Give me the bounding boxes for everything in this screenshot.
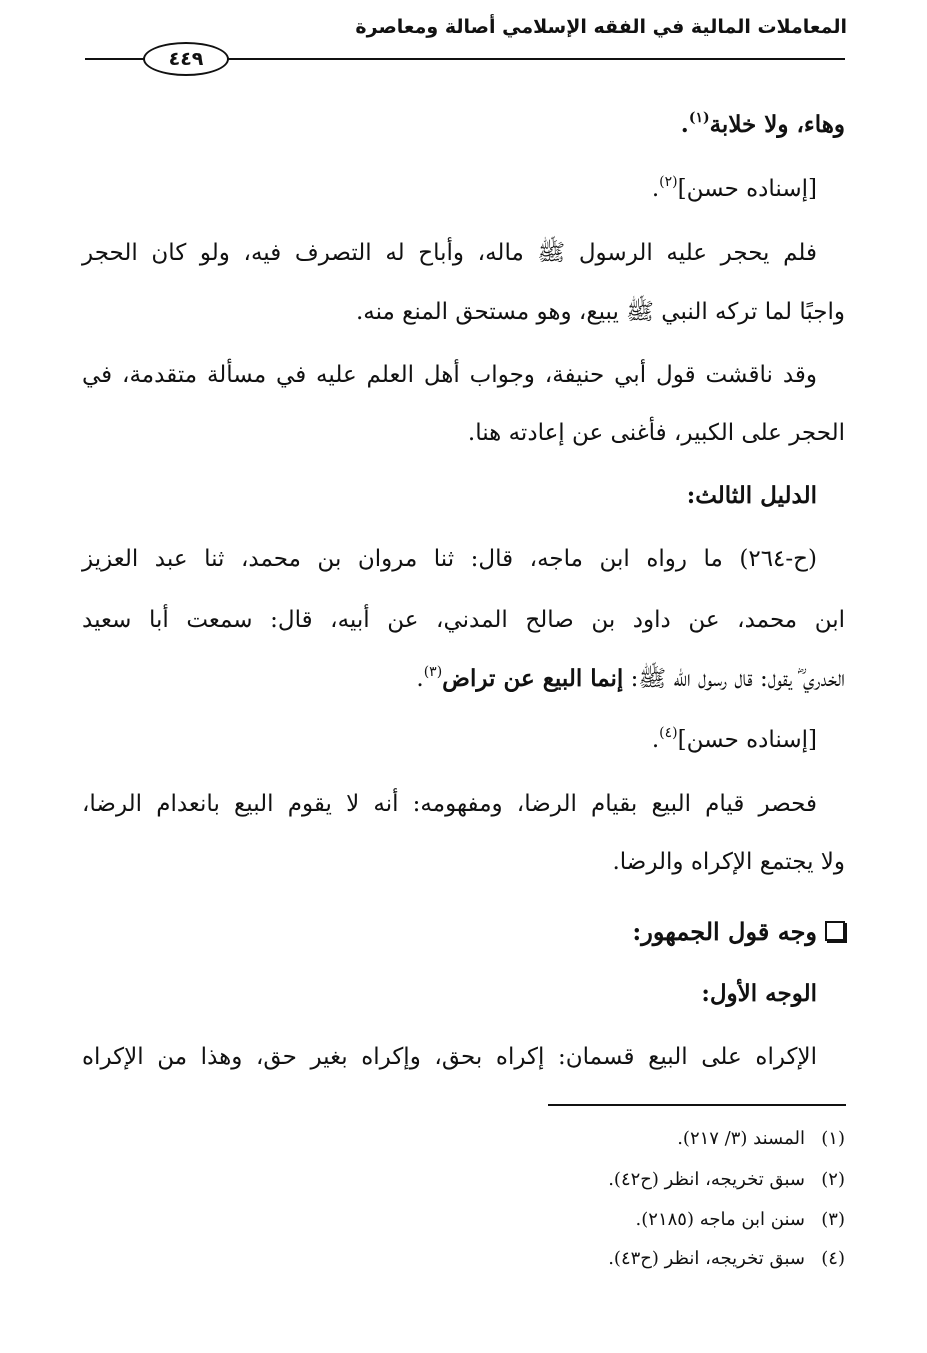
footnote-2 xyxy=(82,1167,845,1193)
page-number: ٤٤٩ xyxy=(143,42,229,76)
subheading-first-aspect: الوجه الأول: xyxy=(701,980,817,1007)
section-heading xyxy=(632,914,845,950)
footnote-ref-3[interactable]: (٣) xyxy=(423,664,443,680)
line-1-end: . xyxy=(680,111,689,138)
text-line-1 xyxy=(82,108,845,142)
footnote-1 xyxy=(82,1126,845,1152)
line-10-pre: الخدري ؓ يقول: قال رسول الله ﷺ: xyxy=(630,666,845,692)
line-2-end: . xyxy=(651,176,660,202)
text-line-3: فلم يحجر عليه الرسول ﷺ ماله، وأباح له التصرف فيه، ولو كان الحجر xyxy=(82,240,817,266)
section-heading-text: وجه قول الجمهور: xyxy=(632,917,817,946)
text-line-6: الحجر على الكبير، فأغنى عن إعادته هنا. xyxy=(467,420,845,446)
text-line-13: ولا يجتمع الإكراه والرضا. xyxy=(612,849,845,875)
footnote-3-number: (٣) xyxy=(821,1209,845,1230)
text-line-10 xyxy=(82,662,845,696)
text-line-8: (ح-٢٦٤) ما رواه ابن ماجه، قال: ثنا مروان بن محمد، ثنا عبد العزيز xyxy=(82,546,817,572)
text-line-12: فحصر قيام البيع بقيام الرضا، ومفهومه: أنه لا يقوم البيع بانعدام الرضا، xyxy=(82,791,817,817)
footnote-2-number: (٢) xyxy=(821,1169,845,1190)
line-1-text: وهاء، ولا خلابة xyxy=(709,111,845,138)
footnote-1-text: المسند (٣/ ٢١٧). xyxy=(677,1128,805,1149)
running-header: المعاملات المالية في الفقه الإسلامي أصالة ومعاصرة xyxy=(355,16,847,38)
line-2-text: [إسناده حسن] xyxy=(677,176,817,202)
footnote-2-text: سبق تخريجه، انظر (ح٤٢). xyxy=(608,1169,805,1190)
checkbox-square-icon xyxy=(825,921,845,941)
footnote-rule xyxy=(548,1104,846,1106)
footnote-4 xyxy=(82,1246,845,1272)
subheading-third-evidence: الدليل الثالث: xyxy=(686,482,817,509)
text-line-2 xyxy=(82,172,817,206)
footnote-3 xyxy=(82,1207,845,1233)
footnote-3-text: سنن ابن ماجه (٢١٨٥). xyxy=(635,1209,805,1230)
footnote-ref-2[interactable]: (٢) xyxy=(659,174,678,190)
text-line-4: واجبًا لما تركه النبي ﷺ يبيع، وهو مستحق المنع منه. xyxy=(355,299,845,325)
footnote-ref-4[interactable]: (٤) xyxy=(659,725,678,741)
footnote-ref-1[interactable]: (١) xyxy=(688,110,710,126)
line-11-text: [إسناده حسن] xyxy=(677,727,817,753)
footnote-1-number: (١) xyxy=(821,1128,845,1149)
line-10-end: . xyxy=(416,666,424,692)
text-line-16: الإكراه على البيع قسمان: إكراه بحق، وإكراه بغير حق، وهذا من الإكراه xyxy=(82,1044,817,1070)
footnote-4-number: (٤) xyxy=(821,1248,845,1269)
text-line-9: ابن محمد، عن داود بن صالح المدني، عن أبيه، قال: سمعت أبا سعيد xyxy=(82,607,845,633)
text-line-11 xyxy=(82,723,817,757)
footnote-4-text: سبق تخريجه، انظر (ح٤٣). xyxy=(608,1248,805,1269)
hadith-quote: إنما البيع عن تراض xyxy=(442,665,624,692)
text-line-5: وقد ناقشت قول أبي حنيفة، وجواب أهل العلم عليه في مسألة متقدمة، في xyxy=(82,362,817,388)
line-11-end: . xyxy=(651,727,660,753)
